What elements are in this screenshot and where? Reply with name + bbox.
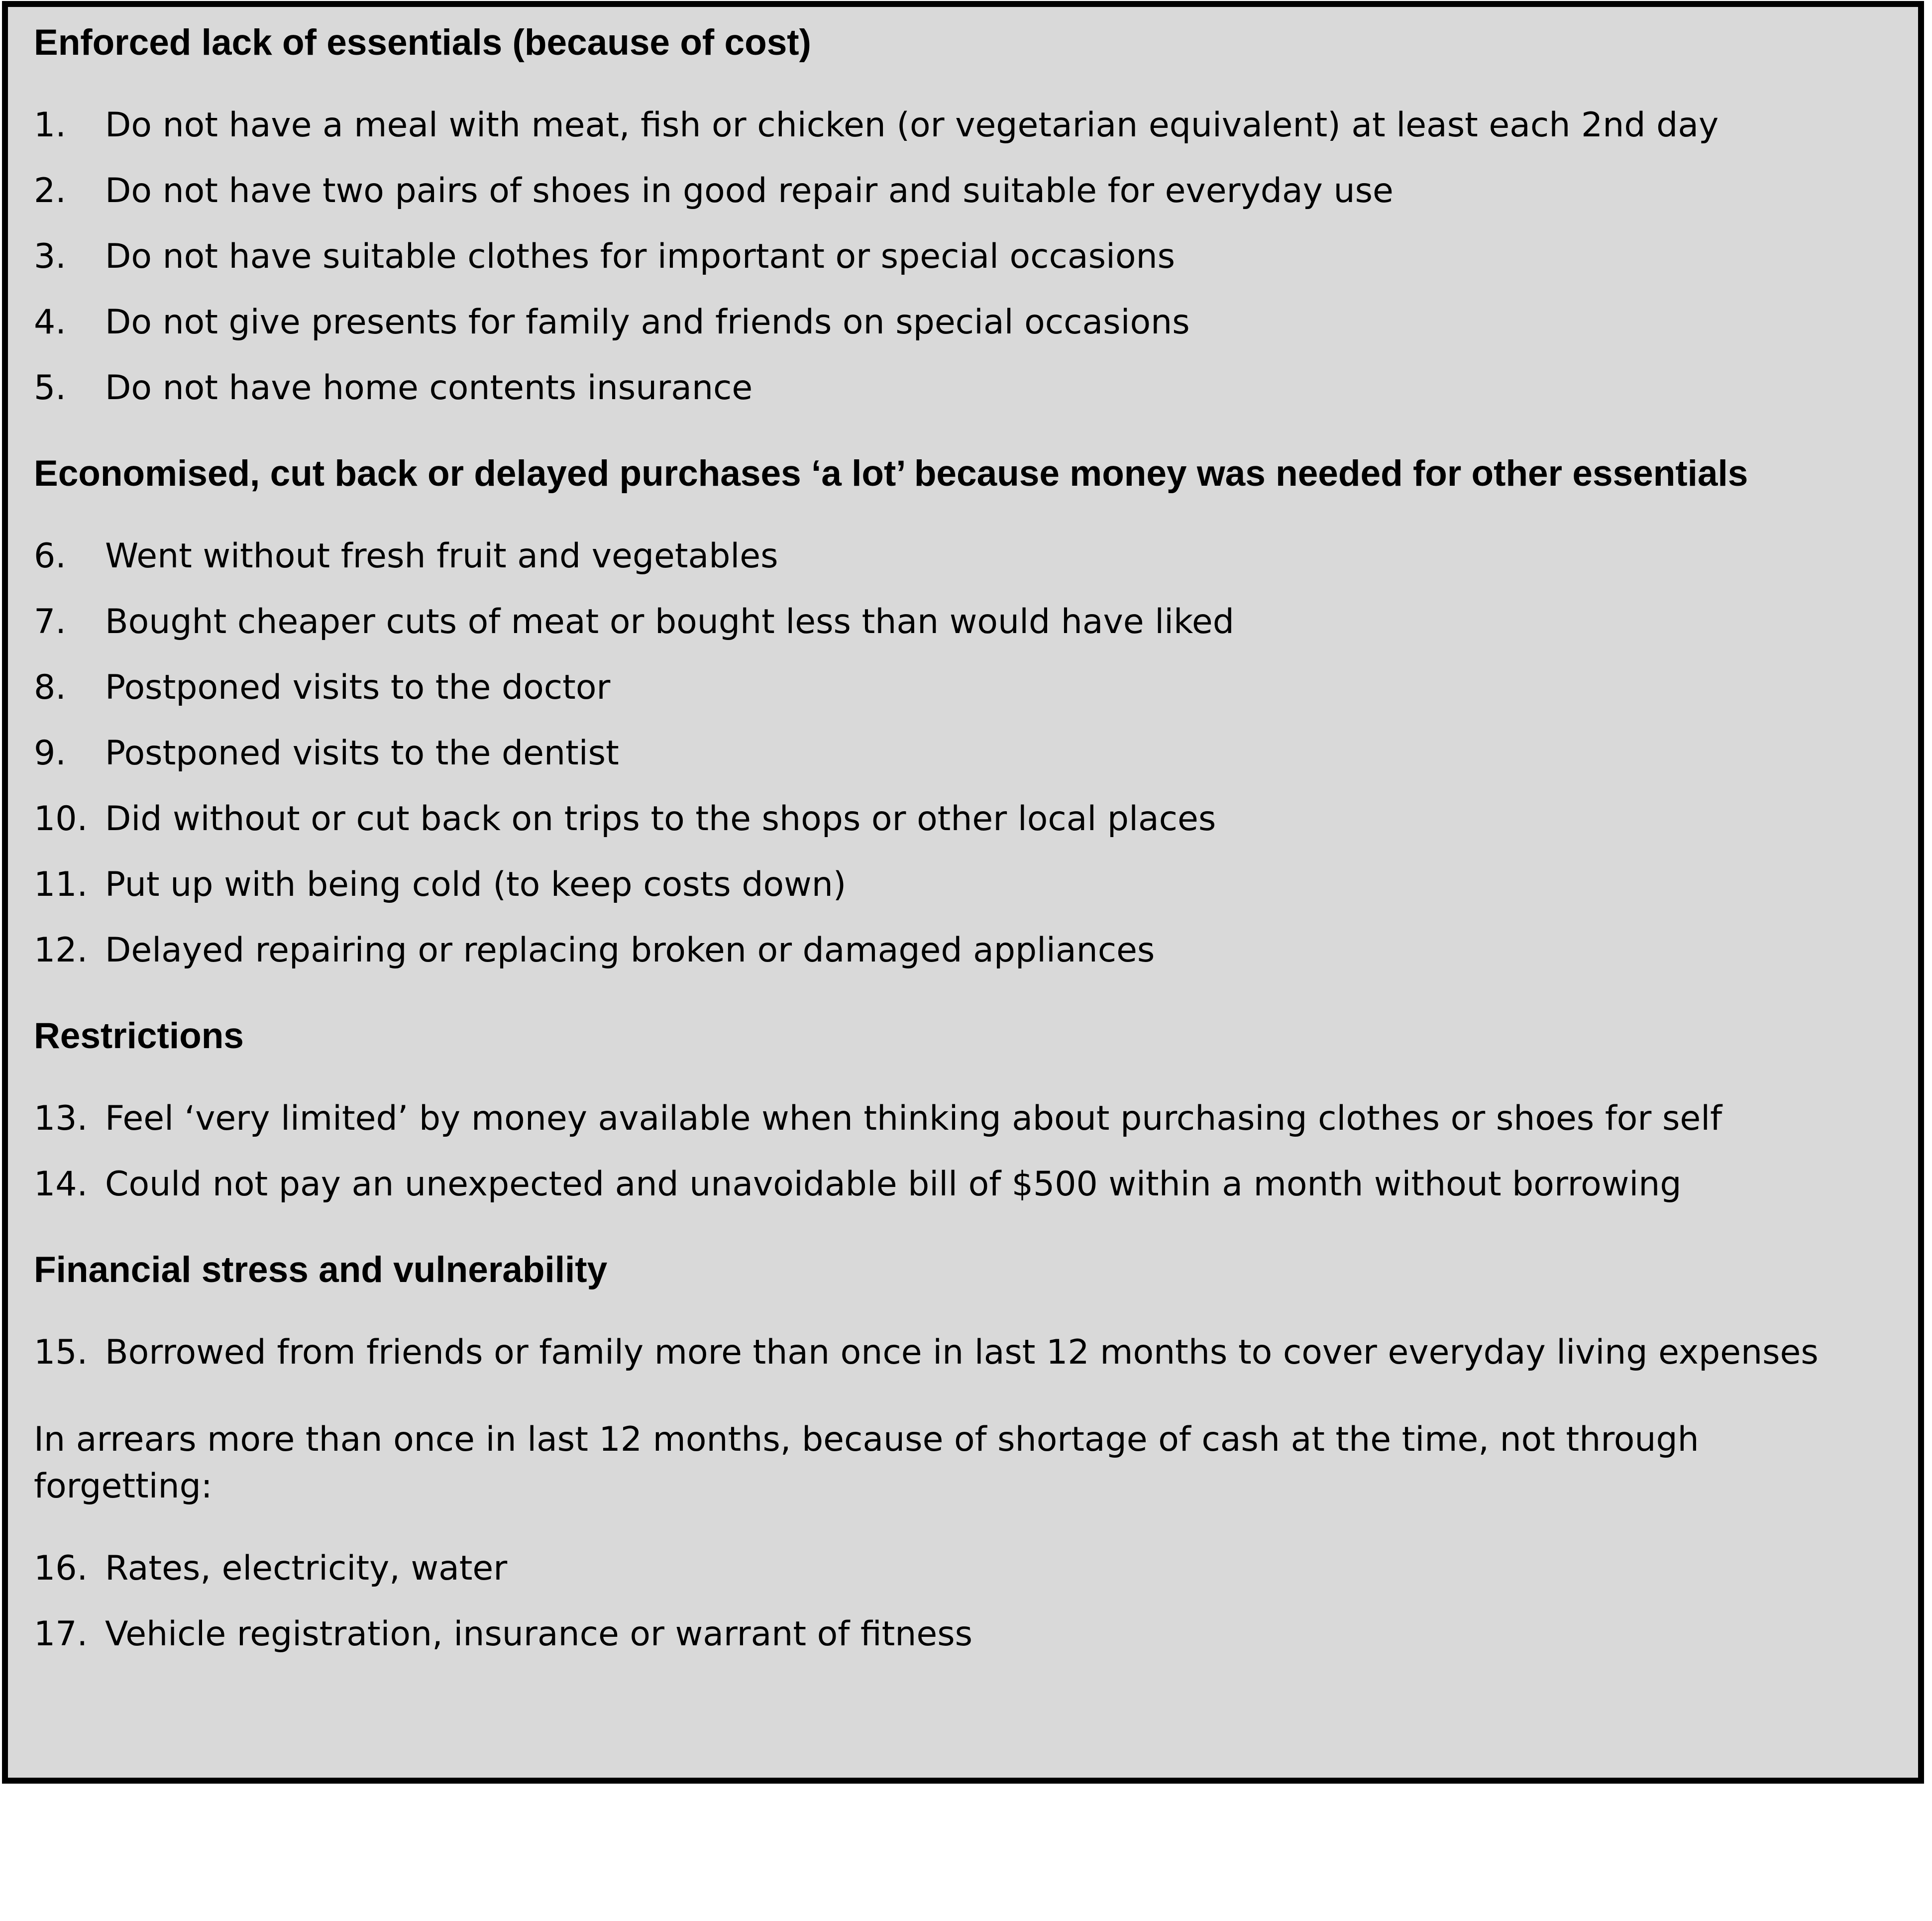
item-number: 13. — [34, 1099, 88, 1138]
item-number: 3. — [34, 237, 66, 276]
list-item — [34, 1601, 1898, 1667]
item-text: Bought cheaper cuts of meat or bought less than would have liked — [105, 602, 1234, 641]
list-item — [34, 918, 1898, 983]
item-number: 14. — [34, 1165, 88, 1204]
item-text: Do not have home contents insurance — [105, 368, 753, 408]
item-text: Went without fresh fruit and vegetables — [105, 536, 778, 576]
list-item — [34, 1536, 1898, 1601]
section-spacer — [34, 421, 1898, 452]
list-item — [34, 93, 1898, 158]
item-text: Do not have two pairs of shoes in good repair and suitable for everyday use — [105, 171, 1394, 211]
list-arrears — [34, 1536, 1898, 1667]
section-heading-enforced-lack: Enforced lack of essentials (because of cost) — [34, 22, 811, 63]
list-restrictions — [34, 1086, 1898, 1217]
list-item — [34, 852, 1898, 918]
item-number: 16. — [34, 1549, 88, 1588]
list-economised — [34, 524, 1898, 983]
section-spacer — [34, 1386, 1898, 1416]
item-text: Vehicle registration, insurance or warrant of fitness — [105, 1614, 973, 1654]
list-item — [34, 1320, 1898, 1386]
item-number: 9. — [34, 734, 66, 773]
list-item — [34, 355, 1898, 421]
item-number: 2. — [34, 171, 66, 211]
section-spacer — [34, 1217, 1898, 1248]
section-heading-financial-stress: Financial stress and vulnerability — [34, 1250, 608, 1290]
item-text: Postponed visits to the doctor — [105, 668, 611, 707]
item-text: Could not pay an unexpected and unavoidable bill of $500 within a month without borrowing — [105, 1165, 1682, 1204]
list-item — [34, 786, 1898, 852]
item-text: Do not have a meal with meat, fish or chicken (or vegetarian equivalent) at least each 2nd day — [105, 106, 1719, 145]
list-item — [34, 1152, 1898, 1217]
list-item — [34, 290, 1898, 355]
item-text: Do not have suitable clothes for important or special occasions — [105, 237, 1176, 276]
section-spacer — [34, 983, 1898, 1014]
item-number: 12. — [34, 931, 88, 970]
item-text: Delayed repairing or replacing broken or damaged appliances — [105, 931, 1155, 970]
item-number: 8. — [34, 668, 66, 707]
list-financial-stress — [34, 1320, 1898, 1386]
item-number: 17. — [34, 1614, 88, 1654]
list-enforced-lack — [34, 93, 1898, 421]
item-text: Do not give presents for family and friends on special occasions — [105, 303, 1190, 342]
item-text: Postponed visits to the dentist — [105, 734, 619, 773]
item-number: 10. — [34, 799, 88, 839]
list-item — [34, 524, 1898, 589]
item-text: Did without or cut back on trips to the shops or other local places — [105, 799, 1216, 839]
item-number: 11. — [34, 865, 88, 904]
list-item — [34, 158, 1898, 224]
list-item — [34, 655, 1898, 721]
list-item — [34, 721, 1898, 786]
item-number: 4. — [34, 303, 66, 342]
item-text: Rates, electricity, water — [105, 1549, 508, 1588]
deprivation-items-box — [2, 1, 1924, 1784]
section-heading-economised: Economised, cut back or delayed purchases ‘a lot’ because money was needed for other essentials — [34, 453, 1748, 494]
section-heading-restrictions: Restrictions — [34, 1016, 244, 1056]
item-number: 7. — [34, 602, 66, 641]
list-item — [34, 1086, 1898, 1152]
arrears-intro-paragraph: In arrears more than once in last 12 months, because of shortage of cash at the time, not through forgetting: — [34, 1420, 1699, 1506]
item-text: Feel ‘very limited’ by money available when thinking about purchasing clothes or shoes for self — [105, 1099, 1722, 1138]
list-item — [34, 589, 1898, 655]
item-number: 6. — [34, 536, 66, 576]
item-number: 1. — [34, 106, 66, 145]
item-number: 15. — [34, 1333, 88, 1372]
item-number: 5. — [34, 368, 66, 408]
item-text: Put up with being cold (to keep costs down) — [105, 865, 847, 904]
list-item — [34, 224, 1898, 290]
item-text: Borrowed from friends or family more than once in last 12 months to cover everyday living expenses — [105, 1333, 1819, 1372]
